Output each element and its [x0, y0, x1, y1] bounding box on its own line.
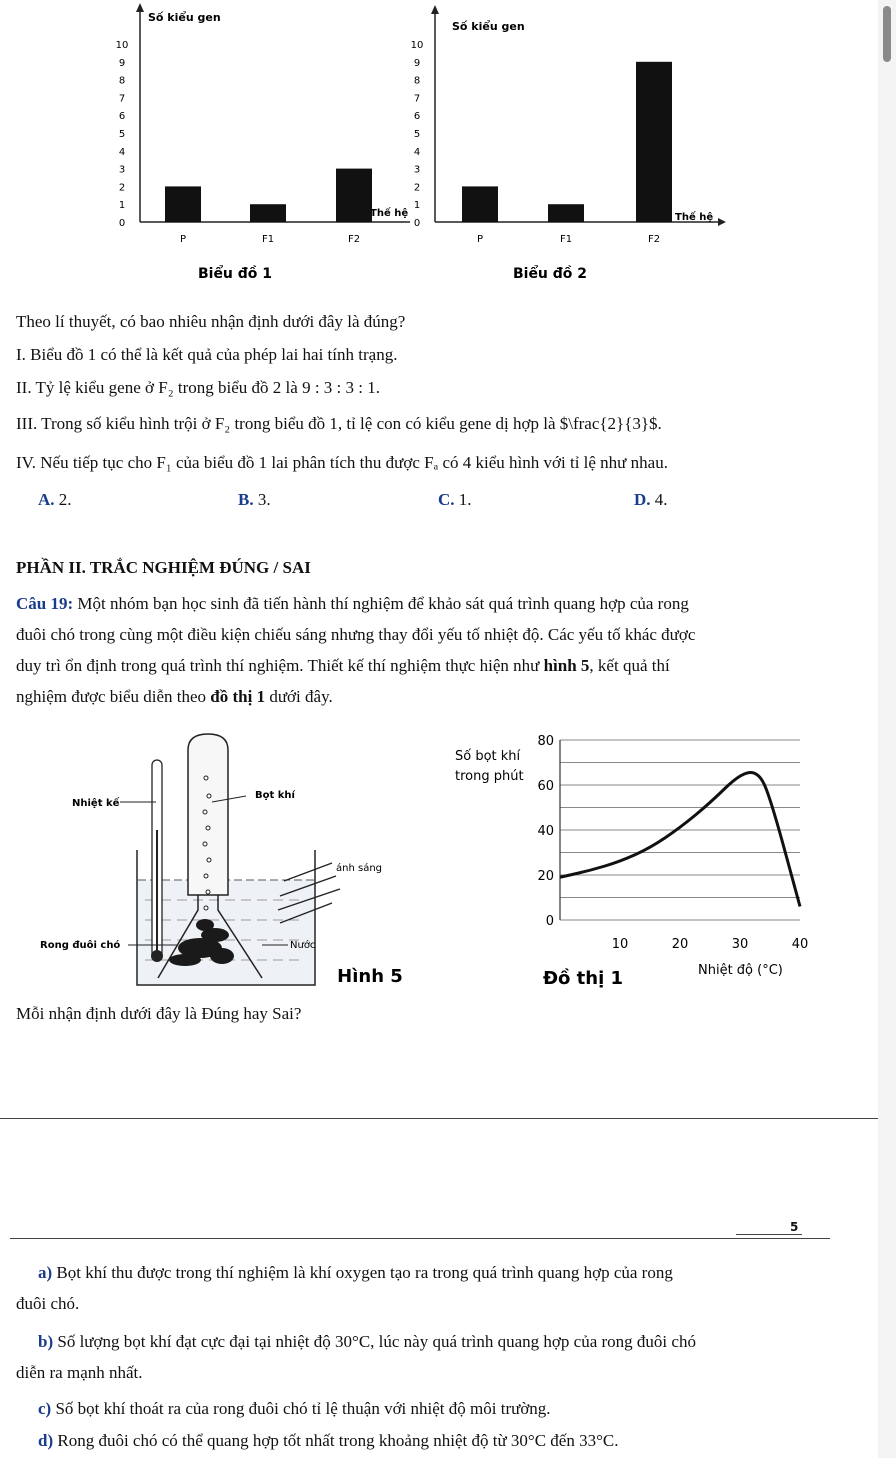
statement-d-line1: Rong đuôi chó có thể quang hợp tốt nhất trong khoảng nhiệt độ từ 30°C đến 33°C. [53, 1431, 619, 1450]
graph1-y-tick: 80 [537, 734, 554, 749]
graph1-x-label: Nhiệt độ (°C) [698, 963, 783, 978]
q19-line3b: , kết quả thí [589, 656, 670, 675]
bar-charts [0, 0, 880, 290]
page-number-rule [736, 1234, 802, 1235]
graph1-y-tick: 60 [537, 779, 554, 794]
q19-label: Câu 19: [16, 594, 74, 613]
bar-chart-1 [116, 3, 410, 282]
label-water: Nước [290, 940, 316, 951]
statement-d [38, 1425, 618, 1456]
graph1-y-label-line2: trong phút [455, 769, 524, 784]
graph1-y-tick: 0 [545, 914, 554, 929]
figure5-apparatus [40, 734, 403, 987]
statement-a-label: a) [38, 1263, 53, 1282]
option-letter: B. [238, 490, 254, 509]
chart1-y-tick: 1 [118, 200, 126, 212]
chart1-y-tick: 3 [118, 164, 126, 176]
chart1-y-label: Số kiểu gen [148, 11, 221, 24]
statement-c-line1: Số bọt khí thoát ra của rong đuôi chó tỉ lệ thuận với nhiệt độ môi trường. [51, 1399, 551, 1418]
chart1-y-tick: 7 [118, 93, 126, 105]
chart2-y-tick: 7 [413, 93, 421, 105]
chart2-bar-F1 [548, 204, 584, 222]
page-divider [0, 1118, 896, 1119]
chart1-x-tick: F1 [261, 234, 275, 245]
chart1-y-tick: 0 [118, 218, 126, 229]
line-graph-1 [455, 734, 808, 989]
figure5-caption: Hình 5 [337, 966, 403, 987]
label-bubbles: Bọt khí [255, 790, 295, 801]
q19-line3: duy trì ổn định trong quá trình thí nghiệm. Thiết kế thí nghiệm thực hiện như [16, 656, 544, 675]
q19-line4b: dưới đây. [265, 687, 333, 706]
graph1-y-tick: 20 [537, 869, 554, 884]
q19-ref-dothi1: đồ thị 1 [210, 687, 266, 706]
chart2-y-tick: 10 [410, 40, 424, 51]
q18-prompt: Theo lí thuyết, có bao nhiêu nhận định dưới đây là đúng? [16, 312, 406, 331]
statement-b [38, 1326, 696, 1357]
chart1-y-tick: 2 [118, 182, 126, 194]
chart2-x-tick: P [476, 234, 484, 245]
q18-option-d[interactable] [634, 489, 668, 511]
chart2-y-tick: 2 [413, 182, 421, 194]
chart1-bar-F2 [336, 169, 372, 222]
chart1-y-tick: 5 [118, 129, 126, 140]
q18-statement-2: II. Tỷ lệ kiểu gene ở F₂ trong biểu đồ 2 là 9 : 3 : 3 : 1. [16, 378, 380, 397]
scrollbar[interactable] [878, 0, 896, 1458]
chart2-y-tick: 0 [413, 218, 421, 229]
q18-option-b[interactable] [238, 489, 271, 511]
option-text: 2. [54, 490, 72, 509]
q19-line4a: nghiệm được biểu diễn theo [16, 687, 211, 706]
section-heading: PHẦN II. TRẮC NGHIỆM ĐÚNG / SAI [16, 558, 311, 577]
statement-b-line1: Số lượng bọt khí đạt cực đại tại nhiệt độ 30°C, lúc này quá trình quang hợp của rong đuôi chó [53, 1332, 696, 1351]
chart1-y-arrow [136, 3, 144, 12]
option-text: 4. [650, 490, 668, 509]
option-text: 3. [253, 490, 271, 509]
graph1-x-tick: 40 [791, 937, 809, 952]
chart1-y-tick: 9 [118, 57, 126, 69]
label-light: ánh sáng [336, 863, 383, 874]
chart2-bar-F2 [636, 62, 672, 222]
option-letter: A. [38, 490, 55, 509]
option-letter: D. [634, 490, 651, 509]
graph1-y-tick: 40 [537, 824, 554, 839]
chart1-x-tick: P [179, 234, 187, 245]
chart2-y-tick: 5 [413, 129, 421, 140]
chart2-y-arrow [431, 5, 439, 14]
bar-chart-2 [411, 5, 726, 282]
option-text: 1. [454, 490, 472, 509]
chart2-y-tick: 4 [413, 146, 421, 158]
graph1-caption: Đồ thị 1 [542, 968, 624, 989]
chart2-y-tick: 9 [413, 57, 421, 69]
statement-c [38, 1393, 551, 1424]
chart2-y-tick: 8 [413, 75, 421, 87]
chart2-bar-P [462, 186, 498, 222]
statement-b-line2: diễn ra mạnh nhất. [16, 1363, 143, 1382]
statement-a-line1: Bọt khí thu được trong thí nghiệm là khí oxygen tạo ra trong quá trình quang hợp của rong [52, 1263, 673, 1282]
statement-b-label: b) [38, 1332, 54, 1351]
chart2-x-tick: F2 [647, 234, 661, 245]
chart2-y-tick: 3 [413, 164, 421, 176]
q18-statement-1: I. Biểu đồ 1 có thể là kết quả của phép lai hai tính trạng. [16, 345, 398, 364]
chart1-y-tick: 10 [115, 40, 129, 51]
label-thermometer: Nhiệt kế [72, 798, 120, 809]
chart2-caption: Biểu đồ 2 [512, 266, 588, 282]
chart1-x-label: Thế hệ [370, 208, 409, 219]
thermometer-bulb [151, 950, 163, 962]
chart2-x-tick: F1 [559, 234, 573, 245]
graph1-y-label-line1: Số bọt khí [455, 749, 521, 764]
chart1-bar-P [165, 186, 201, 222]
graph1-curve [560, 773, 800, 907]
chart1-bar-F1 [250, 204, 286, 222]
option-letter: C. [438, 490, 455, 509]
chart1-x-tick: F2 [347, 234, 361, 245]
chart1-y-tick: 6 [118, 111, 126, 123]
q18-statement-3: III. Trong số kiểu hình trội ở F₂ trong biểu đồ 1, tỉ lệ con có kiểu gene dị hợp là $\frac{2}{3}$. [16, 414, 662, 433]
label-plant: Rong đuôi chó [40, 940, 121, 951]
chart1-y-tick: 8 [118, 75, 126, 87]
q18-statement-4: IV. Nếu tiếp tục cho F₁ của biểu đồ 1 lai phân tích thu được Fₐ có 4 kiểu hình với tỉ lệ như nhau. [16, 453, 668, 472]
graph1-x-tick: 20 [671, 937, 689, 952]
chart1-caption: Biểu đồ 1 [197, 266, 273, 282]
chart2-y-tick: 1 [413, 200, 421, 212]
q19-text [16, 588, 828, 712]
chart2-y-label: Số kiểu gen [452, 20, 525, 33]
q19-line2: đuôi chó trong cùng một điều kiện chiếu sáng nhưng thay đổi yếu tố nhiệt độ. Các yếu tố khác được [16, 625, 696, 644]
graph1-x-tick: 30 [731, 937, 749, 952]
chart2-x-arrow [718, 218, 726, 226]
chart2-x-label: Thế hệ [675, 212, 714, 223]
statement-a [38, 1257, 673, 1288]
chart1-y-tick: 4 [118, 146, 126, 158]
scrollbar-thumb[interactable] [883, 6, 891, 62]
statement-a-line2: đuôi chó. [16, 1294, 80, 1313]
q19-line1: Một nhóm bạn học sinh đã tiến hành thí nghiệm để khảo sát quá trình quang hợp của rong [73, 594, 689, 613]
page-number: 5 [790, 1220, 799, 1234]
q19-ref-hinh5: hình 5 [543, 656, 590, 675]
test-tube [188, 734, 228, 895]
footer-rule [10, 1238, 830, 1239]
graph1-x-tick: 10 [611, 937, 629, 952]
statement-c-label: c) [38, 1399, 52, 1418]
q18-option-c[interactable] [438, 489, 472, 511]
true-false-prompt: Mỗi nhận định dưới đây là Đúng hay Sai? [16, 1004, 302, 1023]
experiment-figure [0, 720, 820, 990]
q18-option-a[interactable] [38, 489, 72, 511]
statement-d-label: d) [38, 1431, 54, 1450]
chart2-y-tick: 6 [413, 111, 421, 123]
